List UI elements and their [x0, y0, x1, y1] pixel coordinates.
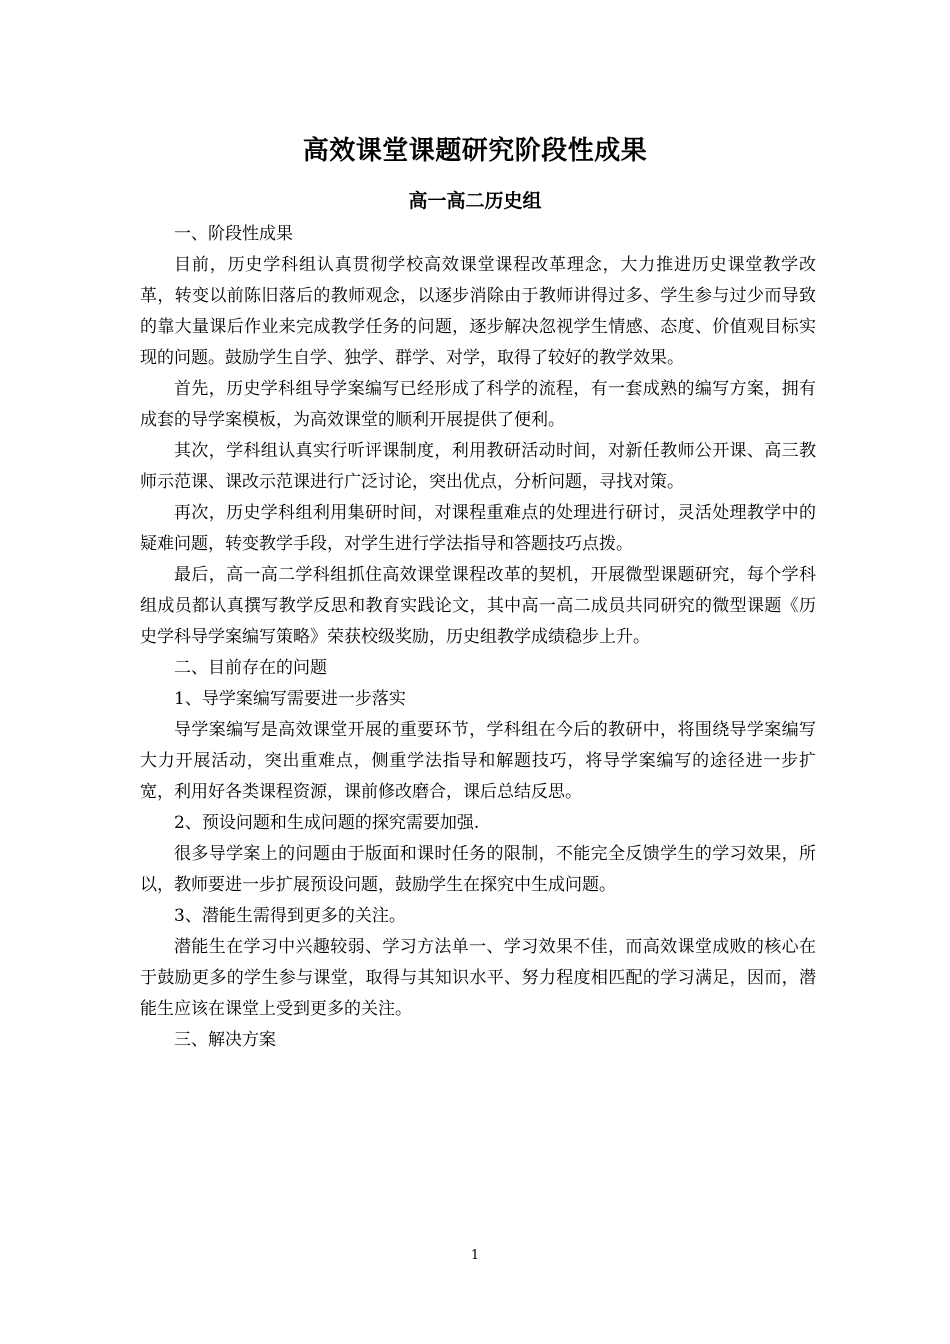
document-subtitle: 高一高二历史组	[408, 190, 542, 212]
document-title: 高效课堂课题研究阶段性成果	[302, 136, 648, 166]
subsection-heading: 3、潜能生需得到更多的关注。	[174, 906, 406, 926]
section-heading: 二、目前存在的问题	[174, 658, 327, 678]
document-body	[140, 219, 816, 1056]
section-heading: 三、解决方案	[174, 1030, 276, 1050]
paragraph: 潜能生在学习中兴趣较弱、学习方法单一、学习效果不佳，而高效课堂成败的核心在于鼓励更多的学生参与课堂，取得与其知识水平、努力程度相匹配的学习满足，因而，潜能生应该在课堂上受到更多的关注。	[140, 937, 816, 1019]
subsection-heading: 1、导学案编写需要进一步落实	[174, 689, 406, 709]
paragraph: 其次，学科组认真实行听评课制度，利用教研活动时间，对新任教师公开课、高三教师示范课、课改示范课进行广泛讨论，突出优点，分析问题，寻找对策。	[140, 441, 816, 492]
paragraph: 再次，历史学科组利用集研时间，对课程重难点的处理进行研讨，灵活处理教学中的疑难问题，转变教学手段，对学生进行学法指导和答题技巧点拨。	[140, 503, 816, 554]
section-heading: 一、阶段性成果	[174, 224, 293, 244]
page-number: 1	[470, 1248, 480, 1263]
paragraph: 很多导学案上的问题由于版面和课时任务的限制，不能完全反馈学生的学习效果，所以，教师要进一步扩展预设问题，鼓励学生在探究中生成问题。	[140, 844, 816, 895]
paragraph: 目前，历史学科组认真贯彻学校高效课堂课程改革理念，大力推进历史课堂教学改革，转变以前陈旧落后的教师观念，以逐步消除由于教师讲得过多、学生参与过少而导致的靠大量课后作业来完成教学任务的问题，逐步解决忽视学生情感、态度、价值观目标实现的问题。鼓励学生自学、独学、群学、对学，取得了较好的教学效果。	[140, 255, 816, 368]
paragraph: 导学案编写是高效课堂开展的重要环节，学科组在今后的教研中，将围绕导学案编写大力开展活动，突出重难点，侧重学法指导和解题技巧，将导学案编写的途径进一步扩宽，利用好各类课程资源，课前修改磨合，课后总结反思。	[140, 720, 816, 802]
subsection-heading: 2、预设问题和生成问题的探究需要加强.	[174, 813, 480, 833]
paragraph: 首先，历史学科组导学案编写已经形成了科学的流程，有一套成熟的编写方案，拥有成套的导学案模板，为高效课堂的顺利开展提供了便利。	[140, 379, 816, 430]
paragraph: 最后，高一高二学科组抓住高效课堂课程改革的契机，开展微型课题研究，每个学科组成员都认真撰写教学反思和教育实践论文，其中高一高二成员共同研究的微型课题《历史学科导学案编写策略》荣获校级奖励，历史组教学成绩稳步上升。	[140, 565, 816, 647]
